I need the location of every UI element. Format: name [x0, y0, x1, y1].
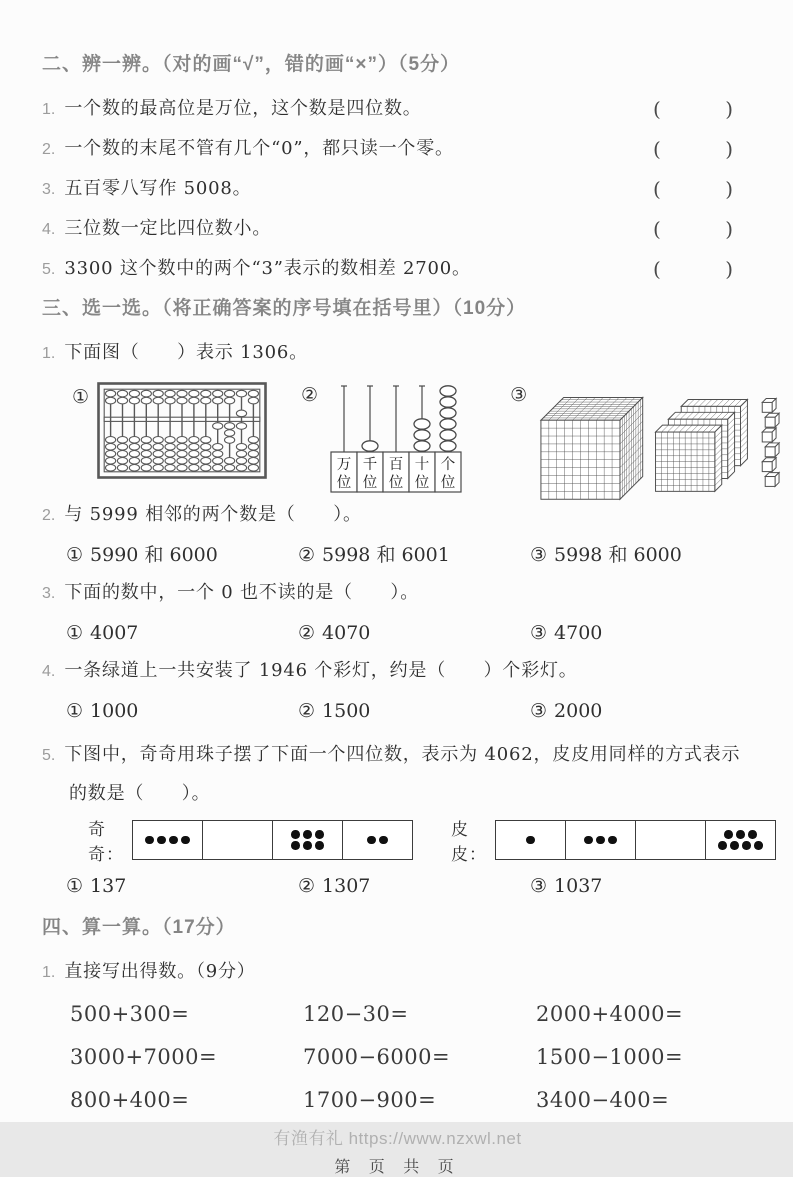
paren-close: ) — [725, 257, 733, 281]
option — [66, 620, 298, 646]
svg-text:千: 千 — [362, 457, 378, 473]
bead-dot — [303, 841, 312, 850]
option — [298, 698, 530, 724]
footer-page-number: 第 页 共 页 — [334, 1159, 461, 1176]
question-text: 下面的数中，一个 0 也不读的是（ ）。 — [64, 582, 420, 603]
bead-dot — [157, 836, 166, 845]
option — [66, 542, 298, 568]
option — [66, 873, 298, 899]
equations-grid — [42, 1002, 753, 1112]
pipi-dot-box — [495, 820, 776, 860]
svg-text:个: 个 — [440, 457, 456, 473]
options-row — [42, 620, 753, 646]
bead-dot — [754, 841, 763, 850]
bead-dot — [724, 830, 733, 839]
option — [66, 698, 298, 724]
question-number: 2. — [42, 507, 56, 524]
tf-row — [42, 176, 753, 203]
option-text: 2000 — [554, 700, 603, 722]
answer-blank — [653, 96, 733, 122]
question-text: 下面图（ ）表示 1306。 — [64, 342, 308, 363]
equation: 1500−1000= — [536, 1045, 684, 1069]
question-number: 2. — [42, 141, 56, 158]
question5-figures — [88, 815, 753, 865]
equation: 500+300= — [70, 1002, 190, 1026]
paren-open: ( — [653, 137, 661, 161]
dot-cell — [272, 821, 342, 859]
option-text: 1037 — [554, 875, 603, 897]
pipi-label: 皮皮： — [451, 820, 487, 865]
question-text: 五百零八写作 5008。 — [64, 178, 252, 199]
bead-dot — [291, 841, 300, 850]
option-text: 1000 — [90, 700, 139, 722]
svg-text:位: 位 — [336, 475, 352, 491]
section3-heading: 三、选一选。（将正确答案的序号填在括号里）（10分） — [42, 298, 527, 319]
question-text: 直接写出得数。（9分） — [64, 961, 256, 982]
options-row — [42, 542, 753, 568]
answer-blank — [653, 176, 733, 202]
bead-dot — [303, 830, 312, 839]
question-row — [42, 340, 753, 367]
bead-dot — [584, 836, 593, 845]
question1-figures — [42, 380, 753, 498]
bead-dot — [730, 841, 739, 850]
question-number: 3. — [42, 585, 56, 602]
figure-place-value-counter — [301, 380, 466, 494]
bead-dot — [379, 836, 388, 845]
question-number: 1. — [42, 101, 56, 118]
blocks-svg — [535, 374, 782, 502]
option-mark: ② — [298, 544, 316, 566]
bead-dot — [742, 841, 751, 850]
dot-cell — [496, 821, 565, 859]
qiqi-label: 奇奇： — [88, 820, 124, 865]
tf-row — [42, 216, 753, 243]
dot-cell — [133, 821, 202, 859]
question-row — [42, 580, 753, 607]
option-mark: ① — [66, 700, 84, 722]
figure-label: ② — [301, 384, 319, 406]
counter-svg — [326, 380, 466, 494]
bead-dot — [526, 836, 535, 845]
equation: 1700−900= — [303, 1088, 437, 1112]
question-number: 5. — [42, 747, 56, 764]
svg-text:位: 位 — [362, 475, 378, 491]
bead-dot — [315, 841, 324, 850]
option-mark: ③ — [530, 622, 548, 644]
bead-dot — [367, 836, 376, 845]
svg-text:万: 万 — [336, 457, 352, 473]
answer-blank — [653, 256, 733, 282]
dot-cell — [705, 821, 775, 859]
section2-heading: 二、辨一辨。（对的画“√”，错的画“×”）（5分） — [42, 54, 461, 75]
paren-open: ( — [653, 177, 661, 201]
equation: 120−30= — [303, 1002, 409, 1026]
option-mark: ③ — [530, 544, 548, 566]
option — [298, 873, 530, 899]
dot-cell — [202, 821, 272, 859]
option — [530, 873, 753, 899]
bead-dot — [169, 836, 178, 845]
question-text: 与 5999 相邻的两个数是（ ）。 — [64, 504, 362, 525]
dot-cell — [342, 821, 412, 859]
option-text: 5990 和 6000 — [90, 544, 218, 566]
tf-row — [42, 96, 753, 123]
figure-abacus — [72, 382, 267, 479]
tf-row — [42, 136, 753, 163]
svg-text:十: 十 — [414, 457, 430, 473]
option-mark: ② — [298, 622, 316, 644]
paren-open: ( — [653, 217, 661, 241]
question-number: 1. — [42, 345, 56, 362]
option-mark: ① — [66, 622, 84, 644]
option-mark: ① — [66, 875, 84, 897]
bead-dot — [291, 830, 300, 839]
footer-watermark: 有渔有礼 https://www.nzxwl.net — [273, 1129, 522, 1148]
svg-text:位: 位 — [440, 475, 456, 491]
question-row — [42, 658, 753, 685]
question-number: 5. — [42, 261, 56, 278]
question-text: 一条绿道上一共安装了 1946 个彩灯，约是（ ）个彩灯。 — [64, 660, 578, 681]
option-text: 1500 — [322, 700, 371, 722]
equation: 7000−6000= — [303, 1045, 451, 1069]
equation: 2000+4000= — [536, 1002, 684, 1026]
paren-close: ) — [725, 177, 733, 201]
figure-label: ① — [72, 386, 90, 408]
bead-dot — [181, 836, 190, 845]
question-number: 3. — [42, 181, 56, 198]
equation: 800+400= — [70, 1088, 190, 1112]
option-mark: ③ — [530, 700, 548, 722]
question-number: 4. — [42, 663, 56, 680]
question-text: 一个数的最高位是万位，这个数是四位数。 — [64, 98, 422, 119]
option-text: 4700 — [554, 622, 603, 644]
option-mark: ② — [298, 700, 316, 722]
option — [298, 620, 530, 646]
tf-row — [42, 256, 753, 283]
option — [530, 698, 753, 724]
question-number: 1. — [42, 964, 56, 981]
option-text: 4007 — [90, 622, 139, 644]
abacus-svg — [97, 382, 267, 479]
question-text: 下图中，奇奇用珠子摆了下面一个四位数，表示为 4062，皮皮用同样的方式表示的数是（ ）。 — [64, 744, 741, 804]
bead-dot — [145, 836, 154, 845]
question-row — [42, 502, 753, 529]
equation: 3400−400= — [536, 1088, 670, 1112]
option-text: 4070 — [322, 622, 371, 644]
option-mark: ③ — [530, 875, 548, 897]
option-text: 1307 — [322, 875, 371, 897]
paren-close: ) — [725, 217, 733, 241]
option-mark: ② — [298, 875, 316, 897]
question-text: 一个数的末尾不管有几个“0”，都只读一个零。 — [64, 138, 454, 159]
bead-dot — [736, 830, 745, 839]
figure-base10-blocks — [510, 380, 782, 502]
bead-dot — [596, 836, 605, 845]
qiqi-dot-box — [132, 820, 413, 860]
equation: 3000+7000= — [70, 1045, 218, 1069]
options-row — [42, 698, 753, 724]
sub-question-row — [42, 959, 753, 986]
option-mark: ① — [66, 544, 84, 566]
svg-text:位: 位 — [414, 475, 430, 491]
question-text: 三位数一定比四位数小。 — [64, 218, 272, 239]
answer-blank — [653, 216, 733, 242]
question-row — [42, 736, 753, 813]
bead-dot — [608, 836, 617, 845]
question-number: 4. — [42, 221, 56, 238]
dot-cell — [635, 821, 705, 859]
svg-text:百: 百 — [388, 457, 404, 473]
paren-close: ) — [725, 137, 733, 161]
option — [298, 542, 530, 568]
section4-heading: 四、算一算。（17分） — [42, 917, 236, 938]
question-text: 3300 这个数中的两个“3”表示的数相差 2700。 — [64, 258, 471, 279]
option-text: 137 — [90, 875, 127, 897]
options-row — [42, 873, 753, 899]
figure-label: ③ — [510, 384, 528, 406]
option-text: 5998 和 6001 — [322, 544, 450, 566]
bead-dot — [718, 841, 727, 850]
answer-blank — [653, 136, 733, 162]
dot-cell — [565, 821, 635, 859]
bead-dot — [315, 830, 324, 839]
paren-open: ( — [653, 97, 661, 121]
option-text: 5998 和 6000 — [554, 544, 682, 566]
paren-close: ) — [725, 97, 733, 121]
svg-text:位: 位 — [388, 475, 404, 491]
paren-open: ( — [653, 257, 661, 281]
option — [530, 620, 753, 646]
option — [530, 542, 753, 568]
bead-dot — [748, 830, 757, 839]
